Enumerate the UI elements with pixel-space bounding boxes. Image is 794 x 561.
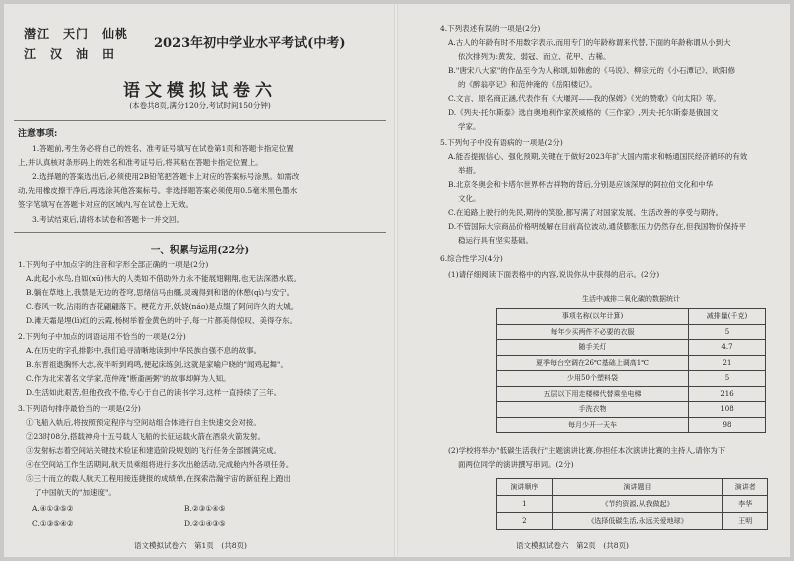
option-line: 学家。 bbox=[458, 122, 481, 131]
question-stem: 2.下列句子中加点的词语运用不恰当的一项是(2分) bbox=[18, 332, 186, 341]
note-line: 3.考试结束后,请将本试卷和答题卡一并交回。 bbox=[32, 215, 185, 224]
option-line: D.《列夫·托尔斯泰》选自奥地利作家茨威格的《三作家》,列夫·托尔斯泰是俄国文 bbox=[448, 108, 719, 117]
cell-value: 4.7 bbox=[689, 340, 766, 356]
option-c: C.①③⑤④② bbox=[32, 519, 74, 528]
option-line: A.能否提振信心、强化预期,关键在于做好2023年扩大国内需求和畅通国民经济循环的有效 bbox=[448, 152, 748, 161]
emission-table bbox=[496, 308, 766, 433]
note-line: 2.选择题的答案选出后,必须使用2B铅笔把答题卡上对应的答案标号涂黑。如需改 bbox=[32, 172, 300, 181]
table-header-row bbox=[497, 479, 768, 496]
page-footer: 语文模拟试卷六 第1页 (共8页) bbox=[134, 541, 247, 550]
table-row bbox=[497, 340, 766, 356]
note-line: 签字笔填写在答题卡对应的区域内,写在试卷上无效。 bbox=[18, 200, 193, 209]
cell-speaker: 李华 bbox=[723, 496, 768, 513]
item-line: ⑤三十而立的载人航天工程用接连捷报的成绩单,在探索浩瀚宇宙的新征程上跑出 bbox=[26, 474, 291, 483]
option-line: D.不管国际大宗商品价格明缓解在目前高位波动,通货膨胀压力仍然存在,但我国物价保持平 bbox=[448, 222, 746, 231]
question-stem: 6.综合性学习(4分) bbox=[440, 254, 503, 263]
cell-value: 21 bbox=[689, 355, 766, 371]
item-line: ④在空间站工作生活期间,航天员乘组将进行多次出舱活动,完成舱内外各项任务。 bbox=[26, 460, 294, 469]
item-line: ②23时08分,搭载神舟十五号载人飞船的长征运载火箭在酒泉火箭发射。 bbox=[26, 432, 265, 441]
divider bbox=[14, 232, 386, 233]
option-a: A.④①③⑤② bbox=[32, 504, 74, 513]
cell-topic: 《选择低碳生活,永远关爱地球》 bbox=[552, 513, 723, 530]
sub-question: 面两位同学的演讲撰写串词。(2分) bbox=[458, 460, 574, 469]
option-line: B."唐宋八大家"的作品至今为人称颂,如韩愈的《马说》、柳宗元的《小石潭记》、欧阳修 bbox=[448, 66, 736, 75]
option-d: D.②①④③⑤ bbox=[184, 519, 226, 528]
option-line: A.古人的年龄有时不用数字表示,而用专门的年龄称谓来代替,下面的年龄称谓从小到大 bbox=[448, 38, 731, 47]
option-line: 文化。 bbox=[458, 194, 481, 203]
option-line: C.春风一吹,沾雨的杏花翩翩落下。梗花方开,妖娆(náo)是点缀了阿问许久的大城。 bbox=[26, 302, 299, 311]
cell-item: 手洗衣物 bbox=[497, 402, 689, 418]
cell-topic: 《节约资源,从我做起》 bbox=[552, 496, 723, 513]
table-row bbox=[497, 496, 768, 513]
option-line: C.在追路上驶行的先民,期待的笑脸,都写满了对国家发展、生活改善的享受与期待。 bbox=[448, 208, 724, 217]
table-row bbox=[497, 402, 766, 418]
main-title: 语文模拟试卷六 bbox=[123, 81, 277, 101]
exam-info: (本卷共8页,满分120分,考试时间150分钟) bbox=[129, 101, 271, 110]
table-caption: 生活中减排二氧化碳的数据统计 bbox=[582, 295, 680, 303]
page-right bbox=[396, 4, 790, 557]
option-line: 依次排列为:黄发、弱冠、而立、花甲、古稀。 bbox=[458, 52, 611, 61]
region-line-1: 潜江 天门 仙桃 bbox=[24, 27, 129, 41]
question-stem: 4.下列表述有误的一项是(2分) bbox=[440, 24, 541, 33]
table-row bbox=[497, 324, 766, 340]
header-cell: 演讲顺序 bbox=[497, 479, 553, 496]
option-b: B.②③①④⑤ bbox=[184, 504, 226, 513]
item-line: ①飞船入轨后,将按照预定程序与空间站组合体进行自主快速交会对接。 bbox=[26, 418, 261, 427]
item-line: ③发射标志着空间站关键技术验证和建造阶段规划的飞行任务全部圆满完成。 bbox=[26, 446, 281, 455]
option-line: D.生活如此艰苦,但他孜孜不倦,专心于自己的读书学习,这样一直持续了三年。 bbox=[26, 388, 282, 397]
table-row bbox=[497, 417, 766, 433]
exam-title: 2023年初中学业水平考试(中考) bbox=[154, 36, 346, 51]
question-stem: 3.下列语句排序最恰当的一项是(2分) bbox=[18, 404, 141, 413]
cell-item: 每月少开一天车 bbox=[497, 417, 689, 433]
cell-item: 少用50个塑料袋 bbox=[497, 371, 689, 387]
header-cell: 事项名称(以年计算) bbox=[497, 309, 689, 325]
option-line: B.躺在草地上,我禁是无边的苍穹,思绪信马由缰,灵魂得到和谐的休憩(qì)与安宁。 bbox=[26, 288, 295, 297]
cell-order: 2 bbox=[497, 513, 553, 530]
table-header-row bbox=[497, 309, 766, 325]
page-left bbox=[4, 4, 396, 557]
note-line: 上,并认真核对条形码上的姓名和准考证号后,将其粘在答题卡指定位置上。 bbox=[18, 158, 263, 167]
cell-item: 随手关灯 bbox=[497, 340, 689, 356]
cell-value: 108 bbox=[689, 402, 766, 418]
option-line: 稳运行具有坚实基础。 bbox=[458, 236, 533, 245]
table-row bbox=[497, 386, 766, 402]
option-line: C.文言、原名商正涵,代表作有《大堰河——我的保姆》《光的赞歌》《向太阳》等。 bbox=[448, 94, 721, 103]
exam-paper bbox=[4, 4, 790, 557]
header-cell: 演讲者 bbox=[723, 479, 768, 496]
question-stem: 5.下列句子中没有语病的一项是(2分) bbox=[440, 138, 563, 147]
header-cell: 演讲题目 bbox=[552, 479, 723, 496]
cell-item: 夏季每台空调在26℃基础上调高1℃ bbox=[497, 355, 689, 371]
table-row bbox=[497, 513, 768, 530]
option-line: A.在历史的字孔排影中,我们追寻清晰地读到中华民族自强不息的故事。 bbox=[26, 346, 262, 355]
notes-heading: 注意事项: bbox=[18, 129, 58, 139]
speech-table bbox=[496, 478, 768, 530]
option-line: B.东晋祖逖胸怀大志,夜半听到鸡鸣,便起床练剑,这就是家喻户晓的"闻鸡起舞"。 bbox=[26, 360, 288, 369]
item-line: 了中国航天的"加速度"。 bbox=[34, 488, 116, 497]
sub-question: (1)请仔细阅读下面表格中的内容,说说你从中获得的启示。(2分) bbox=[448, 270, 660, 279]
note-line: 动,先用橡皮擦干净后,再选涂其他答案标号。非选择题答案必须使用0.5毫米黑色墨水 bbox=[18, 186, 298, 195]
cell-order: 1 bbox=[497, 496, 553, 513]
cell-item: 每年少买两件不必要的衣服 bbox=[497, 324, 689, 340]
question-stem: 1.下列句子中加点字的注音和字形全部正确的一项是(2分) bbox=[18, 260, 209, 269]
region-block bbox=[24, 24, 144, 64]
cell-value: 5 bbox=[689, 371, 766, 387]
divider bbox=[14, 120, 386, 121]
region-line-2: 江 汉 油 田 bbox=[24, 47, 116, 61]
option-line: 举措。 bbox=[458, 166, 481, 175]
option-line: 的《醉翁亭记》和范仲淹的《岳阳楼记》。 bbox=[458, 80, 597, 89]
cell-value: 216 bbox=[689, 386, 766, 402]
option-line: A.此起小水鸟,自如(xū)伟大的人类如不借助外力永不能展翅翱翔,也无法深潜水底。 bbox=[26, 274, 301, 283]
header-cell: 减排量(千克) bbox=[689, 309, 766, 325]
note-line: 1.答题前,考生务必将自己的姓名、准考证号填写在试卷第1页和答题卡指定位置 bbox=[32, 144, 294, 153]
cell-item: 五层以下用走楼梯代替乘坐电梯 bbox=[497, 386, 689, 402]
table-row bbox=[497, 355, 766, 371]
cell-speaker: 王明 bbox=[723, 513, 768, 530]
section-title: 一、积累与运用(22分) bbox=[150, 245, 250, 256]
option-line: B.北京冬奥会和卡塔尔世界杯吉祥物的背后,分别是应该深厚的阿拉伯文化和中华 bbox=[448, 180, 714, 189]
sub-question: (2)学校将举办"低碳生活我行"主题演讲比赛,你担任本次演讲比赛的主持人,请你为下 bbox=[448, 446, 726, 455]
table-row bbox=[497, 371, 766, 387]
option-line: D.滩天霜是埋(lì)红的云霞,杨树举着金黄色的叶子,每一片都美得惊叹、美得夺东。 bbox=[26, 316, 298, 325]
option-line: C.作为北宋著名文学家,范仲淹"断齑画粥"的故事却鲜为人知。 bbox=[26, 374, 231, 383]
page-footer: 语文模拟试卷六 第2页 (共8页) bbox=[516, 541, 629, 550]
cell-value: 5 bbox=[689, 324, 766, 340]
cell-value: 98 bbox=[689, 417, 766, 433]
